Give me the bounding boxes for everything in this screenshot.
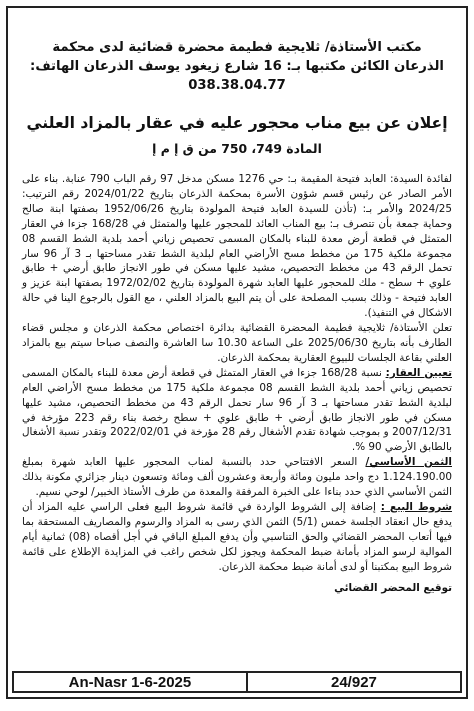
newspaper-issue: An-Nasr 1-6-2025 xyxy=(14,673,248,691)
office-phone: 038.38.04.77 xyxy=(188,78,286,93)
office-line-2: الذرعان الكائن مكتبها بـ: 16 شارع زيغود يوسف الذرعان الهاتف: xyxy=(30,59,444,74)
legal-articles: المادة 749، 750 من ق إ م إ xyxy=(152,141,322,156)
paragraph-sale-conditions xyxy=(22,500,452,575)
legal-notice xyxy=(6,6,468,699)
base-price-label: الثمن الأساسي/ xyxy=(365,456,452,469)
property-label: تعيين العقار: xyxy=(385,366,452,379)
bailiff-office-header xyxy=(8,8,466,95)
sale-conditions-label: شروط البيع : xyxy=(380,500,452,513)
paragraph-announcement: تعلن الأستاذة/ ثلايجية فطيمة المحضرة القضائية بدائرة اختصاص محكمة الذرعان و مجلس قضاء الطارف بأنه بتاريخ 2025/06/30 على الساعة 10.30 سا العاشرة والنصف صباحا سيتم بيع بالمزاد العلني بقاعة الجلسات للبيوع العقارية بمحكمة الذرعان. xyxy=(22,322,452,364)
office-line-1: مكتب الأستاذة/ ثلايجية فطيمة محضرة قضائية لدى محكمة xyxy=(52,40,422,55)
notice-title: إعلان عن بيع مناب محجور عليه في عقار بالمزاد العلني xyxy=(26,114,448,132)
publication-footer xyxy=(12,671,462,693)
base-price-text: السعر الافتتاحي حدد بالنسبة لمناب المحجور عليها العابد شهرة بمبلغ 1.124.190.00 دج واحد مليون ومائة وأربعة وعشرون ألف ومائة وتسعون دينار جزائري مكونة بذلك الثمن الأساسي الذي حدد بناءا على الخبرة المرفقة والمعدة من طرف الأستاذ الخبير/ لوحي نسيم. xyxy=(22,456,452,499)
notice-number: 24/927 xyxy=(331,673,377,691)
paragraph-beneficiary: لفائدة السيدة: العابد فتيحة المقيمة بـ: حي 1276 مسكن مدخل 97 رقم الباب 790 عنابة. بناء على الأمر الصادر عن رئيس قسم شؤون الأسرة بمحكمة الذرعان بتاريخ 2024/01/22 رقم الترتيب: 2024/25 والأمر بـ: (تأذن للسيدة العابد فتيحة المولودة بتاريخ 1952/06/26 بصفتها ابنة صالح وحماية جمعة بأن تتصرف بـ: بيع المناب العائد للمحجور عليها والمتمثل في 168/28 جزءا في العقار المتمثل في قطعة أرض معدة للبناء بالمكان المسمى تحصيص زياني أحمد بلدية الشط القسم 08 مجموعة ملكية 175 من مخطط مسح الأراضي العام لبلدية الشط تقدر مساحتها بـ 3 آر 96 سار تحمل الرقم 43 من مخطط التحصيص، مشيد عليها مسكن في طور الانجاز طابق أرضي + طابق علوي + سطح - ملك للمحجور عليها العابد شهرة المولودة بتاريخ 1972/02/02 بصفتها ابنة عزيز و العابد فتيحة - وذلك بسبب المصلحة على أن يتم البيع بالمزاد العلني ، مع القول بالرجوع الينا في حالة الاشكال في التنفيذ). xyxy=(22,173,453,320)
sale-conditions-text: إضافة إلى الشروط الواردة في قائمة شروط البيع فعلى الراسي عليه المزاد أن يدفع حال انعقاد الجلسة خمس (5/1) الثمن الذي رسى به المزاد والرسوم والمصاريف المستحقة بما فيها أتعاب المحضر القضائي والحق التناسبي وأن يدفع المبلغ الباقي في أجل أقصاه (08) ثمانية أيام الموالية لرسو المزاد بأمانة ضبط المحكمة ويجوز لكل شخص راغب في المزايدة الإطلاع على قائمة شروط البيع بمكتبنا أو لدى أمانة ضبط محكمة الذرعان. xyxy=(22,500,452,573)
bailiff-signature: توقيع المحضر القضائي xyxy=(334,582,452,595)
notice-body xyxy=(8,172,466,596)
property-text: نسبة 168/28 جزءا في العقار المتمثل في قطعة أرض معدة للبناء بالمكان المسمى تحصيص زياني أحمد بلدية الشط القسم 08 مجموعة ملكية 175 من مخطط مسح الأراضي العام لبلدية الشط تقدر مساحتها بـ 3 آر 96 سار تحمل الرقم 43 من مخطط التحصيص، مشيد عليها مسكن في طور الانجاز طابق أرضي + طابق علوي + سطح رخصة بناء رقم 223 مؤرخة في 2007/12/31 و بموجب شهادة تقدم الأشغال رقم 28 مؤرخة في 2022/02/01 وتقدر نسبة الأشغال بالطابق الأرضي 90 %. xyxy=(22,366,453,454)
paragraph-base-price xyxy=(22,455,452,500)
paragraph-property xyxy=(22,366,452,455)
